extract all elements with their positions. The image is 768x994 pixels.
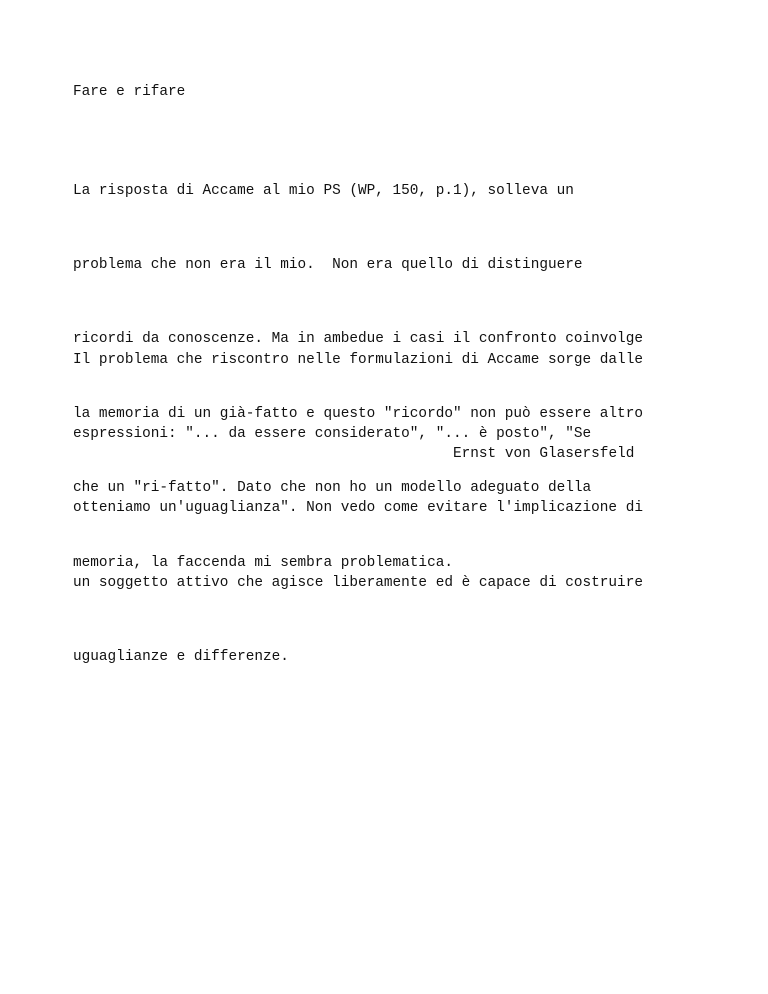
paragraph-1-line: memoria, la faccenda mi sembra problematica. bbox=[73, 554, 453, 571]
paragraph-1-line: che un "ri-fatto". Dato che non ho un modello adeguato della bbox=[73, 480, 592, 497]
document-title: Fare e rifare bbox=[73, 84, 186, 100]
paragraph-1-line: la memoria di un già-fatto e questo "ricordo" non può essere altro bbox=[73, 405, 643, 422]
paragraph-1-line: ricordi da conoscenze. Ma in ambedue i casi il confronto coinvolge bbox=[73, 331, 643, 348]
paragraph-1-line: La risposta di Accame al mio PS (WP, 150, p.1), solleva un bbox=[73, 182, 574, 199]
paragraph-2 bbox=[73, 298, 643, 720]
paragraph-2-line: otteniamo un'uguaglianza". Non vedo come evitare l'implicazione di bbox=[73, 500, 643, 517]
paragraph-1-line: problema che non era il mio. Non era quello di distinguere bbox=[73, 256, 583, 273]
paragraph-2-line: uguaglianze e differenze. bbox=[73, 649, 289, 666]
paragraph-2-line: un soggetto attivo che agisce liberamente ed è capace di costruire bbox=[73, 574, 643, 591]
author-signature: Ernst von Glasersfeld bbox=[453, 446, 635, 462]
paragraph-2-line: Il problema che riscontro nelle formulazioni di Accame sorge dalle bbox=[73, 351, 643, 368]
paragraph-2-line: espressioni: "... da essere considerato", "... è posto", "Se bbox=[73, 425, 592, 442]
